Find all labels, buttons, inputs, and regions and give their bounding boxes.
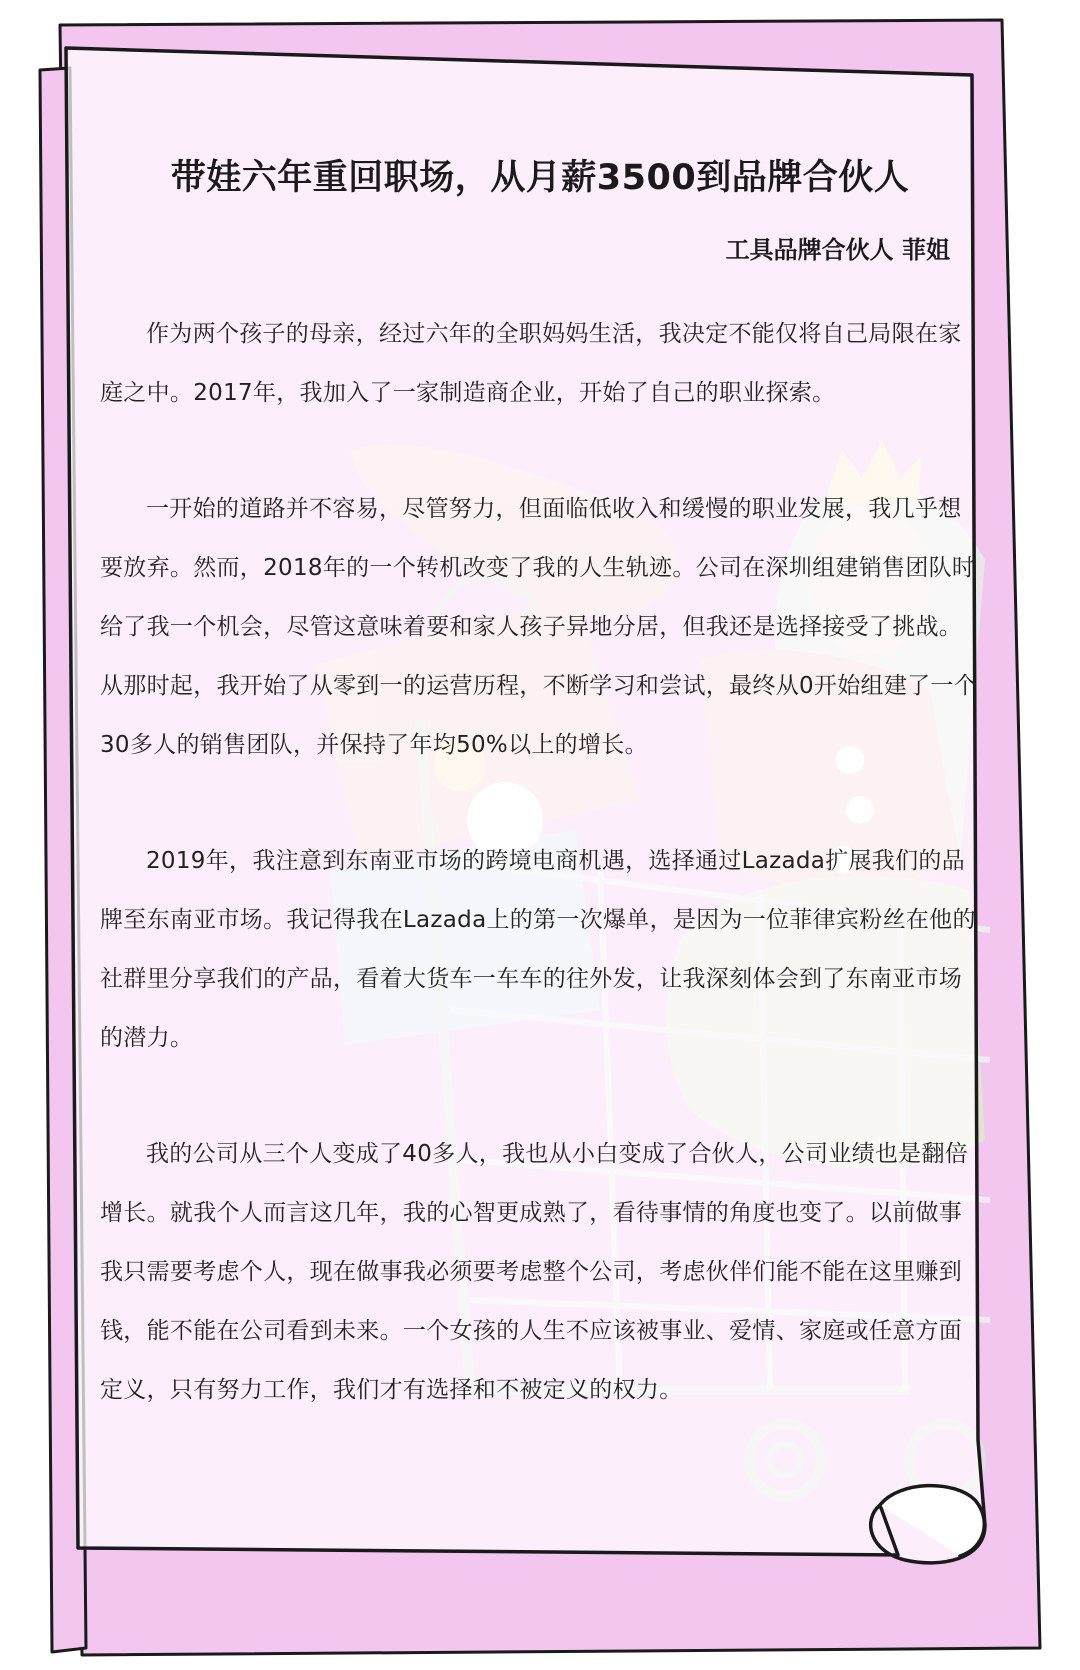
paragraph-1: 作为两个孩子的母亲，经过六年的全职妈妈生活，我决定不能仅将自己局限在家庭之中。2017年，我加入了一家制造商企业，开始了自己的职业探索。 bbox=[100, 321, 962, 406]
paragraph-4: 我的公司从三个人变成了40多人，我也从小白变成了合伙人，公司业绩也是翻倍增长。就我个人而言这几年，我的心智更成熟了，看待事情的角度也变了。以前做事我只需要考虑个人，现在做事我必须要考虑整个公司，考虑伙伴们能不能在这里赚到钱，能不能在公司看到未来。一个女孩的人生不应该被事业、爱情、家庭或任意方面定义，只有努力工作，我们才有选择和不被定义的权力。 bbox=[100, 1141, 969, 1403]
article-title: 带娃六年重回职场，从月薪3500到品牌合伙人 bbox=[170, 158, 910, 198]
article-content bbox=[100, 120, 980, 1420]
paragraph-3: 2019年，我注意到东南亚市场的跨境电商机遇，选择通过Lazada扩展我们的品牌至东南亚市场。我记得我在Lazada上的第一次爆单，是因为一位菲律宾粉丝在他的社群里分享我们的产品，看着大货车一车车的往外发，让我深刻体会到了东南亚市场的潜力。 bbox=[100, 848, 976, 1051]
article-byline: 工具品牌合伙人 菲姐 bbox=[725, 236, 950, 264]
paragraph-2: 一开始的道路并不容易，尽管努力，但面临低收入和缓慢的职业发展，我几乎想要放弃。然而，2018年的一个转机改变了我的人生轨迹。公司在深圳组建销售团队时给了我一个机会，尽管这意味着要和家人孩子异地分居，但我还是选择接受了挑战。从那时起，我开始了从零到一的运营历程，不断学习和尝试，最终从0开始组建了一个30多人的销售团队，并保持了年均50%以上的增长。 bbox=[100, 496, 978, 758]
